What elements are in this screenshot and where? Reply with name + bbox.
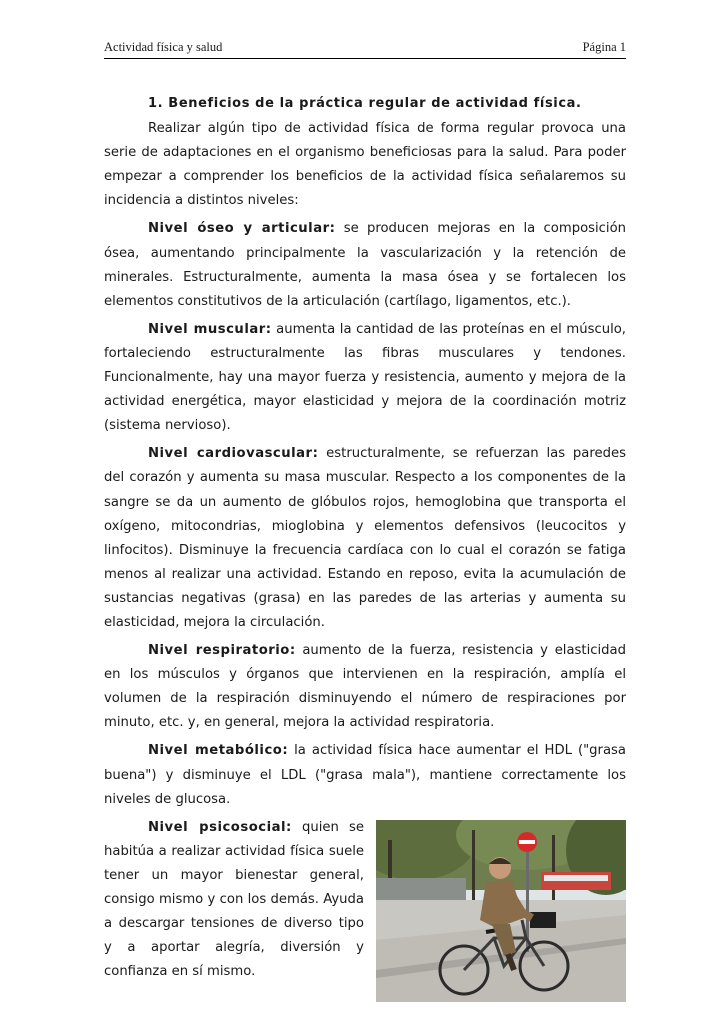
level-text: se producen mejoras en la composición ósea, aumentando principalmente la vascularización y la retención de minerales. Estructuralmente, aumenta la masa ósea y se fortalecen los elementos constitutivos de la articulación (cartílago, ligamentos, etc.). <box>104 221 627 309</box>
cyclist-photo-illustration <box>376 820 626 1002</box>
level-text: aumenta la cantidad de las proteínas en el músculo, fortaleciendo estructuralmente las fibras musculares y tendones. Funcionalmente, hay una mayor fuerza y resistencia, aumento y mejora de la actividad energética, mayor elasticidad y mejora de la coordinación motriz (sistema nervioso). <box>104 321 626 434</box>
paragraph-respiratory <box>104 639 626 735</box>
section-heading: 1. Beneficios de la práctica regular de actividad física. <box>148 96 582 111</box>
level-label: Nivel óseo y articular: <box>148 221 336 237</box>
paragraph-metabolic <box>104 739 626 811</box>
intro-paragraph: Realizar algún tipo de actividad física de forma regular provoca una serie de adaptaciones en el organismo beneficiosas para la salud. Para poder empezar a comprender los beneficios de la actividad física señalaremos su incidencia a distintos niveles: <box>104 121 626 209</box>
level-label: Nivel cardiovascular: <box>148 446 319 462</box>
level-label: Nivel respiratorio: <box>148 643 296 659</box>
page-header <box>104 40 626 59</box>
page-content <box>104 92 626 1002</box>
paragraph-bone-joint <box>104 217 626 313</box>
level-label: Nivel psicosocial: <box>148 819 292 835</box>
paragraph-muscular <box>104 318 626 438</box>
page-number: Página 1 <box>582 40 626 54</box>
paragraph-cardiovascular <box>104 442 626 635</box>
level-label: Nivel muscular: <box>148 321 272 337</box>
level-text: aumento de la fuerza, resistencia y elasticidad en los músculos y órganos que intervienen en la respiración, amplía el volumen de la respiración disminuyendo el número de respiraciones por minuto, etc. y, en general, mejora la actividad respiratoria. <box>104 643 626 731</box>
cyclist-photo <box>376 820 626 1002</box>
level-text: la actividad física hace aumentar el HDL ("grasa buena") y disminuye el LDL ("grasa mala"), mantiene correctamente los niveles de glucosa. <box>104 743 626 807</box>
level-text: estructuralmente, se refuerzan las paredes del corazón y aumenta su masa muscular. Respecto a los componentes de la sangre se da un aumento de glóbulos rojos, hemoglobina que transporta el oxígeno, mitocondrias, mioglobina y elementos defensivos (leucocitos y linfocitos). Disminuye la frecuencia cardíaca con lo cual el corazón se fatiga menos al realizar una actividad. Estando en reposo, evita la acumulación de sustancias negativas (grasa) en las paredes de las arterias y aumenta su elasticidad, mejora la circulación. <box>104 446 626 630</box>
level-label: Nivel metabólico: <box>148 743 289 759</box>
header-title: Actividad física y salud <box>104 40 223 54</box>
level-text: quien se habitúa a realizar actividad física suele tener un mayor bienestar general, consigo mismo y con los demás. Ayuda a descargar tensiones de diverso tipo y a aportar alegría, diversión y confianza en sí mismo. <box>104 819 364 980</box>
